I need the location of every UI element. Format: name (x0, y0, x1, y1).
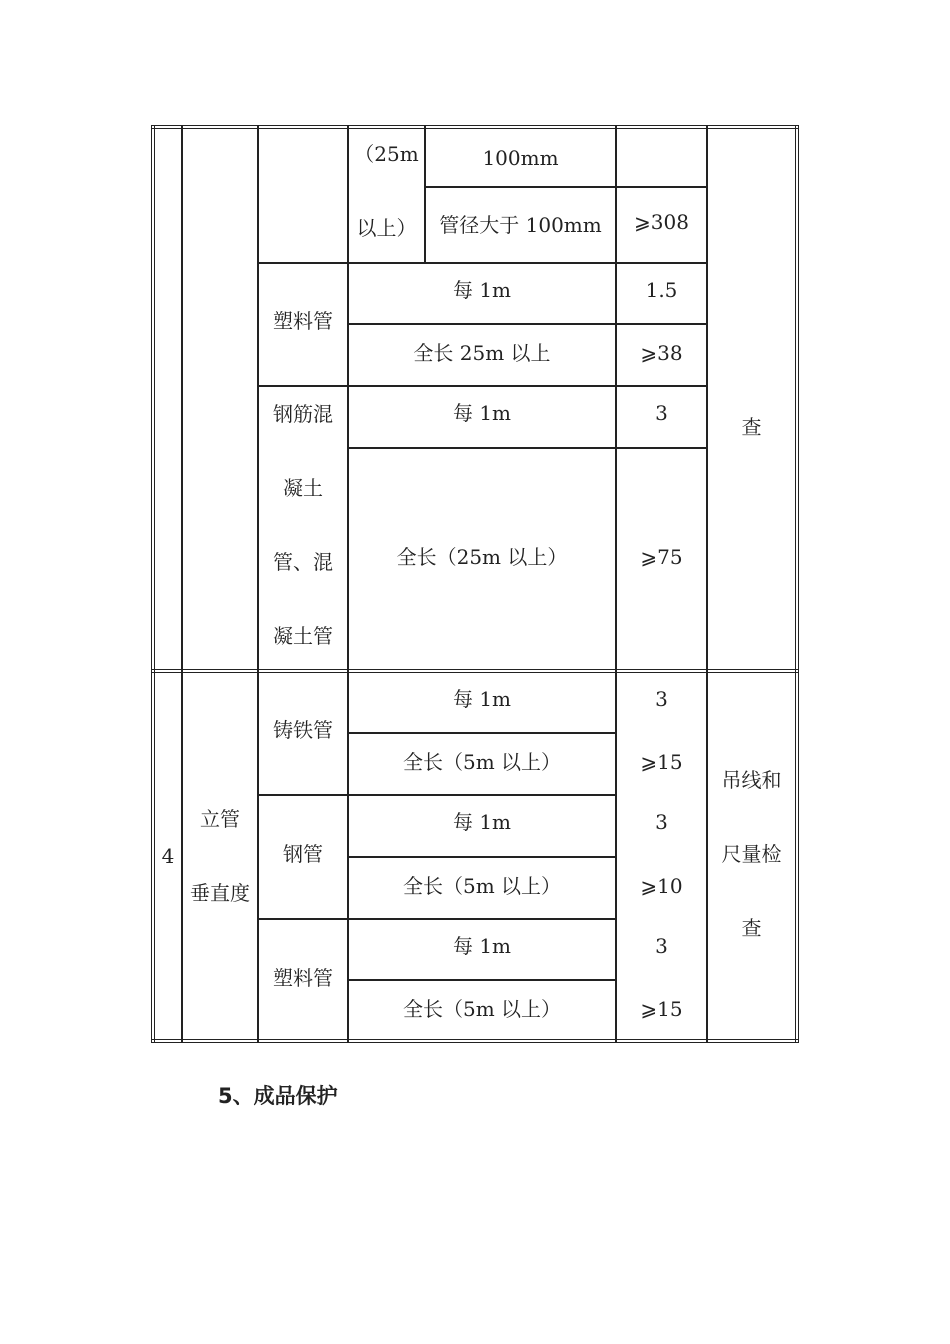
rc-pipe-line4: 凝土管 (273, 624, 333, 648)
inspection-method-cont: 查 (741, 415, 762, 439)
plastic2-full-label: 全长（5m 以上） (402, 996, 562, 1021)
length-label-line2: 以上） (356, 216, 417, 240)
plastic-full-label: 全长 25m 以上 (413, 340, 551, 365)
cast-iron-per-m-value: 3 (655, 687, 668, 711)
rc-per-m-label: 每 1m (452, 401, 512, 425)
method-line1: 吊线和 (721, 768, 782, 792)
inspection-method-row4 (708, 743, 795, 965)
cast-iron-per-m-label: 每 1m (452, 687, 512, 711)
method-line3: 查 (741, 916, 762, 940)
item-name-line1: 立管 (200, 807, 240, 831)
cast-iron-full-value: ⩾15 (640, 749, 683, 774)
group-plastic-label: 塑料管 (273, 966, 333, 990)
rc-pipe-label (259, 376, 347, 674)
rc-full-value: ⩾75 (640, 544, 683, 569)
plastic-full-value: ⩾38 (640, 340, 683, 365)
plastic-per-m-label: 每 1m (452, 278, 512, 302)
cast-iron-full-label: 全长（5m 以上） (402, 749, 562, 774)
steel-full-label: 全长（5m 以上） (402, 873, 562, 898)
rc-per-m-value: 3 (655, 401, 668, 425)
plastic2-per-m-value: 3 (655, 934, 668, 958)
plastic2-full-value: ⩾15 (640, 996, 683, 1021)
length-label-line1: （25m (354, 142, 419, 166)
row-100mm-value (617, 129, 706, 186)
steel-per-m-label: 每 1m (452, 810, 512, 834)
group-cast-iron-label: 铸铁管 (273, 718, 333, 742)
length-label-cell (349, 117, 424, 265)
rc-pipe-line2: 凝土 (283, 476, 323, 500)
row-gt100-value: ⩾308 (634, 210, 689, 234)
plastic2-per-m-label: 每 1m (452, 934, 512, 958)
row-gt100-label: 管径大于 100mm (439, 213, 602, 237)
group-steel-label: 钢管 (283, 842, 323, 866)
steel-full-value: ⩾10 (640, 873, 683, 898)
item-name-cell (183, 673, 257, 1039)
item-name-line2: 垂直度 (190, 881, 250, 905)
rc-pipe-line3: 管、混 (273, 550, 333, 574)
row-index-cell: 4 (161, 844, 175, 868)
plastic-per-m-value: 1.5 (645, 278, 678, 302)
section-heading: 5、成品保护 (218, 1084, 338, 1108)
method-line2: 尺量检 (721, 842, 782, 866)
rc-pipe-line1: 钢筋混 (273, 402, 333, 426)
steel-per-m-value: 3 (655, 810, 668, 834)
row-100mm-label: 100mm (482, 145, 559, 170)
rc-full-label: 全长（25m 以上） (396, 544, 568, 569)
plastic-pipe-label: 塑料管 (273, 308, 333, 333)
